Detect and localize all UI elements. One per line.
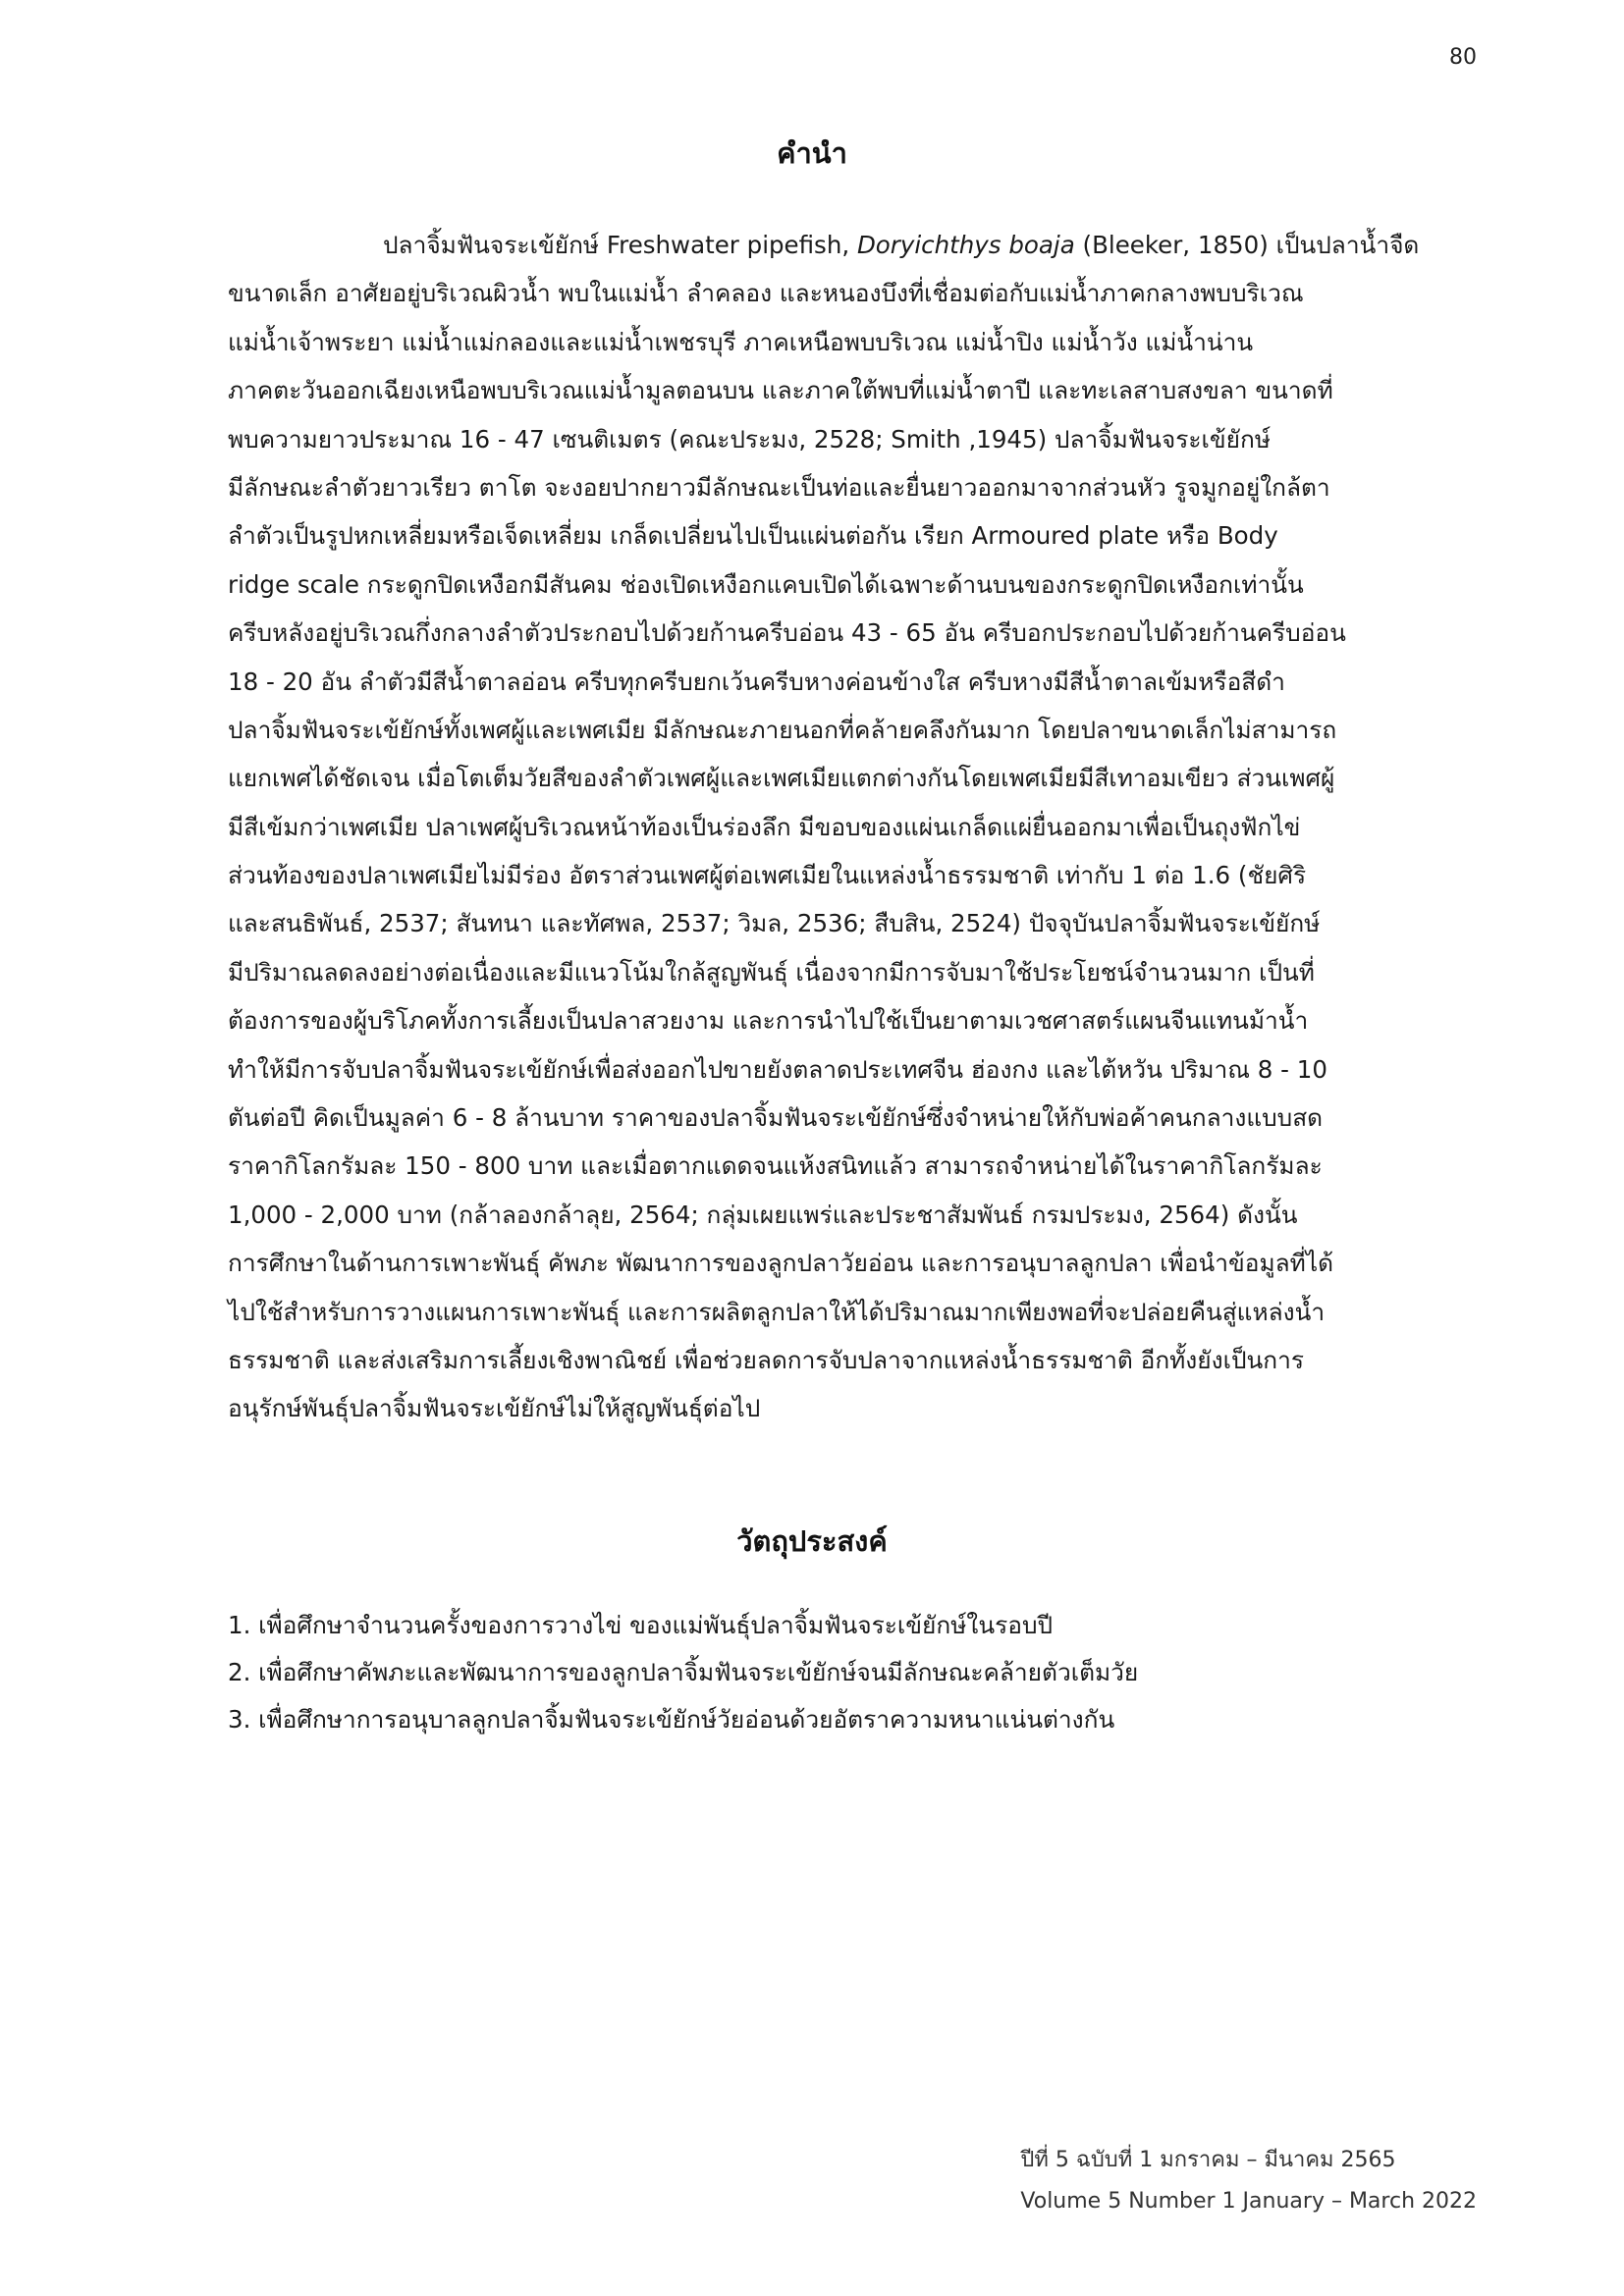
paragraph-line: แยกเพศได้ชัดเจน เมื่อโตเต็มวัยสีของลำตัวเพศผู้และเพศเมียแตกต่างกันโดยเพศเมียมีสีเทาอมเขียว ส่วนเพศผู้ <box>228 764 1335 793</box>
list-item: 2. เพื่อศึกษาคัพภะและพัฒนาการของลูกปลาจิ้มฟันจระเข้ยักษ์จนมีลักษณะคล้ายตัวเต็มวัย <box>228 1658 1139 1686</box>
paragraph-line: แม่น้ำเจ้าพระยา แม่น้ำแม่กลองและแม่น้ำเพชรบุรี ภาคเหนือพบบริเวณ แม่น้ำปิง แม่น้ำวัง แม่น้ำน่าน <box>228 327 1254 356</box>
paragraph-line: อนุรักษ์พันธุ์ปลาจิ้มฟันจระเข้ยักษ์ไม่ให้สูญพันธุ์ต่อไป <box>228 1394 761 1423</box>
list-item: 1. เพื่อศึกษาจำนวนครั้งของการวางไข่ ของแม่พันธุ์ปลาจิ้มฟันจระเข้ยักษ์ในรอบปี <box>228 1611 1054 1639</box>
paragraph-line: ลำตัวเป็นรูปหกเหลี่ยมหรือเจ็ดเหลี่ยม เกล็ดเปลี่ยนไปเป็นแผ่นต่อกัน เรียก Armoured plate หรือ Body <box>228 521 1278 551</box>
page-number: 80 <box>1449 45 1477 70</box>
intro-paragraph <box>228 221 1483 1433</box>
paragraph-line: มีสีเข้มกว่าเพศเมีย ปลาเพศผู้บริเวณหน้าท้องเป็นร่องลึก มีขอบของแผ่นเกล็ดแผ่ยื่นออกมาเพื่อเป็นถุงฟักไข่ <box>228 812 1301 841</box>
paragraph-line <box>228 221 1483 269</box>
objectives-list <box>228 1602 1483 1743</box>
paragraph-line: ปลาจิ้มฟันจระเข้ยักษ์ทั้งเพศผู้และเพศเมีย มีลักษณะภายนอกที่คล้ายคลึงกันมาก โดยปลาขนาดเล็กไม่สามารถ <box>228 715 1337 744</box>
paragraph-line: การศึกษาในด้านการเพาะพันธุ์ คัพภะ พัฒนาการของลูกปลาวัยอ่อน และการอนุบาลลูกปลา เพื่อนำข้อมูลที่ได้ <box>228 1249 1334 1278</box>
paragraph-line: ต้องการของผู้บริโภคทั้งการเลี้ยงเป็นปลาสวยงาม และการนำไปใช้เป็นยาตามเวชศาสตร์แผนจีนแทนม้าน้ำ <box>228 1006 1309 1036</box>
intro-heading: คำนำ <box>777 136 847 170</box>
paragraph-line: ส่วนท้องของปลาเพศเมียไม่มีร่อง อัตราส่วนเพศผู้ต่อเพศเมียในแหล่งน้ำธรรมชาติ เท่ากับ 1 ต่อ 1.6 (ชัยศิริ <box>228 861 1307 890</box>
paragraph-line: ภาคตะวันออกเฉียงเหนือพบบริเวณแม่น้ำมูลตอนบน และภาคใต้พบที่แม่น้ำตาปี และทะเลสาบสงขลา ขนาดที่ <box>228 376 1333 405</box>
paragraph-line: และสนธิพันธ์, 2537; สันทนา และทัศพล, 2537; วิมล, 2536; สืบสิน, 2524) ปัจจุบันปลาจิ้มฟันจระเข้ยักษ์ <box>228 909 1321 938</box>
species-name: Doryichthys boaja <box>856 231 1075 259</box>
paragraph-line: ราคากิโลกรัมละ 150 - 800 บาท และเมื่อตากแดดจนแห้งสนิทแล้ว สามารถจำหน่ายได้ในราคากิโลกรัมละ <box>228 1151 1323 1181</box>
paragraph-line: พบความยาวประมาณ 16 - 47 เซนติเมตร (คณะประมง, 2528; Smith ,1945) ปลาจิ้มฟันจระเข้ยักษ์ <box>228 424 1271 454</box>
line-text: (Bleeker, 1850) เป็นปลาน้ำจืด <box>1074 231 1420 259</box>
paragraph-line: ไปใช้สำหรับการวางแผนการเพาะพันธุ์ และการผลิตลูกปลาให้ได้ปริมาณมากเพียงพอที่จะปล่อยคืนสู่แหล่งน้ำ <box>228 1297 1326 1326</box>
paragraph-line: ตันต่อปี คิดเป็นมูลค่า 6 - 8 ล้านบาท ราคาของปลาจิ้มฟันจระเข้ยักษ์ซึ่งจำหน่ายให้กับพ่อค้าคนกลางแบบสด <box>228 1103 1324 1133</box>
paragraph-line: ธรรมชาติ และส่งเสริมการเลี้ยงเชิงพาณิชย์ เพื่อช่วยลดการจับปลาจากแหล่งน้ำธรรมชาติ อีกทั้งยังเป็นการ <box>228 1345 1305 1374</box>
paragraph-line: ขนาดเล็ก อาศัยอยู่บริเวณผิวน้ำ พบในแม่น้ำ ลำคลอง และหนองบึงที่เชื่อมต่อกับแม่น้ำภาคกลางพบบริเวณ <box>228 279 1304 308</box>
paragraph-line: ครีบหลังอยู่บริเวณกึ่งกลางลำตัวประกอบไปด้วยก้านครีบอ่อน 43 - 65 อัน ครีบอกประกอบไปด้วยก้านครีบอ่อน <box>228 618 1346 648</box>
paragraph-line: ทำให้มีการจับปลาจิ้มฟันจระเข้ยักษ์เพื่อส่งออกไปขายยังตลาดประเทศจีน ฮ่องกง และไต้หวัน ปริมาณ 8 - 10 <box>228 1054 1327 1084</box>
line-text: ปลาจิ้มฟันจระเข้ยักษ์ Freshwater pipefish, <box>383 231 857 259</box>
footer-thai-issue: ปีที่ 5 ฉบับที่ 1 มกราคม – มีนาคม 2565 <box>1020 2148 1396 2172</box>
paragraph-line: มีปริมาณลดลงอย่างต่อเนื่องและมีแนวโน้มใกล้สูญพันธุ์ เนื่องจากมีการจับมาใช้ประโยชน์จำนวนมาก เป็นที่ <box>228 957 1315 987</box>
paragraph-line: 1,000 - 2,000 บาท (กล้าลองกล้าลุย, 2564; กลุ่มเผยแพร่และประชาสัมพันธ์ กรมประมง, 2564) ดังนั้น <box>228 1200 1298 1229</box>
objectives-heading: วัตถุประสงค์ <box>736 1524 888 1558</box>
paragraph-line: 18 - 20 อัน ลำตัวมีสีน้ำตาลอ่อน ครีบทุกครีบยกเว้นครีบหางค่อนข้างใส ครีบหางมีสีน้ำตาลเข้มหรือสีดำ <box>228 667 1285 696</box>
paragraph-line: มีลักษณะลำตัวยาวเรียว ตาโต จะงอยปากยาวมีลักษณะเป็นท่อและยื่นยาวออกมาจากส่วนหัว รูจมูกอยู่ใกล้ตา <box>228 472 1330 502</box>
footer-english-issue: Volume 5 Number 1 January – March 2022 <box>1020 2189 1477 2214</box>
list-item: 3. เพื่อศึกษาการอนุบาลลูกปลาจิ้มฟันจระเข้ยักษ์วัยอ่อนด้วยอัตราความหนาแน่นต่างกัน <box>228 1705 1115 1734</box>
paragraph-line: ridge scale กระดูกปิดเหงือกมีสันคม ช่องเปิดเหงือกแคบเปิดได้เฉพาะด้านบนของกระดูกปิดเหงือกเท่านั้น <box>228 569 1304 599</box>
journal-footer <box>1020 2140 1477 2222</box>
